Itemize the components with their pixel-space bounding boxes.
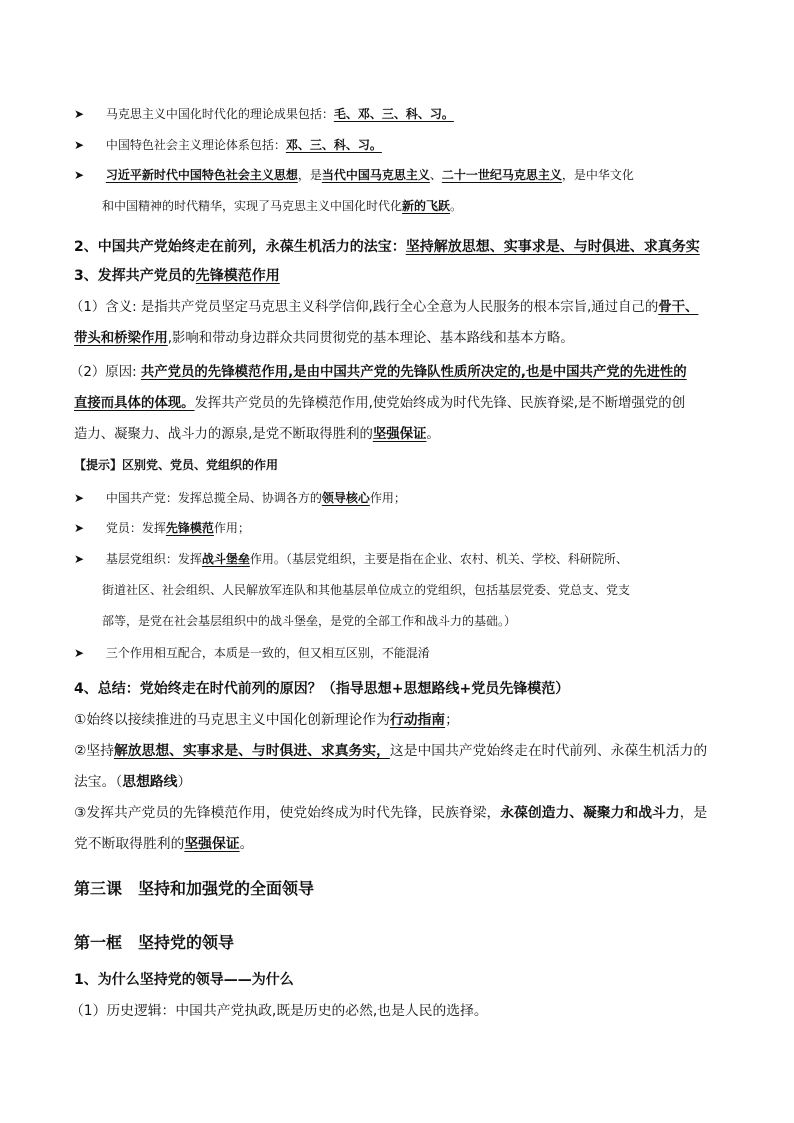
arrowhead-bullet-icon: ➤ bbox=[74, 138, 85, 152]
reason-line: 直接而具体的体现。发挥共产党员的先锋模范作用,使党始终成为时代先锋、民族脊梁,是不断增强党的创 bbox=[74, 396, 686, 411]
arrowhead-bullet-icon: ➤ bbox=[74, 521, 85, 535]
reason-line: （2）原因: 共产党员的先锋模范作用,是由中国共产党的先锋队性质所决定的,也是中国共产党的先进性的 bbox=[70, 365, 687, 380]
list-item: ➤ 基层党组织：发挥战斗堡垒作用。（基层党组织，主要是指在企业、农村、机关、学校、科研院所、 bbox=[74, 549, 628, 569]
point-3-heading: 3、发挥共产党员的先锋模范作用 bbox=[74, 268, 280, 284]
list-item: ➤ 中国共产党：发挥总揽全局、协调各方的领导核心作用； bbox=[74, 488, 406, 508]
frame-title: 第一框 坚持党的领导 bbox=[74, 933, 235, 952]
meaning-line: 带头和桥梁作用,影响和带动身边群众共同贯彻党的基本理论、基本路线和基本方略。 bbox=[74, 331, 574, 346]
summary-item-continuation: 党不断取得胜利的坚强保证。 bbox=[74, 836, 254, 852]
answer-highlight: 邓、三、科、习。 bbox=[285, 138, 382, 152]
point-2: 2、中国共产党始终走在前列，永葆生机活力的法宝：坚持解放思想、实事求是、与时俱进、求真务实 bbox=[74, 239, 700, 255]
list-item: ➤ 马克思主义中国化时代化的理论成果包括：毛、邓、三、科、习。 bbox=[74, 104, 454, 124]
arrowhead-bullet-icon: ➤ bbox=[74, 107, 85, 121]
question-item: （1）历史逻辑：中国共产党执政,既是历史的必然,也是人民的选择。 bbox=[70, 1003, 488, 1019]
meaning-line: （1）含义: 是指共产党员坚定马克思主义科学信仰,践行全心全意为人民服务的根本宗旨,通过自己的骨干、 bbox=[70, 300, 699, 315]
lesson-title: 第三课 坚持和加强党的全面领导 bbox=[74, 879, 315, 898]
list-item: ➤ 习近平新时代中国特色社会主义思想，是当代中国马克思主义、二十一世纪马克思主义，是中华文化 bbox=[74, 165, 634, 185]
list-item: ➤ 三个作用相互配合，本质是一致的，但又相互区别，不能混淆 bbox=[74, 643, 430, 663]
summary-item: ③发挥共产党员的先锋模范作用，使党始终成为时代先锋，民族脊梁，永葆创造力、凝聚力和战斗力，是 bbox=[74, 805, 708, 821]
arrowhead-bullet-icon: ➤ bbox=[74, 552, 85, 566]
reason-line: 造力、凝聚力、战斗力的源泉,是党不断取得胜利的坚强保证。 bbox=[74, 427, 440, 442]
list-item-continuation: 街道社区、社会组织、人民解放军连队和其他基层单位成立的党组织，包括基层党委、党总支、党支 bbox=[102, 583, 631, 597]
summary-item: ①始终以接续推进的马克思主义中国化创新理论作为行动指南； bbox=[74, 712, 459, 728]
question-heading: 1、为什么坚持党的领导——为什么 bbox=[74, 972, 294, 988]
arrowhead-bullet-icon: ➤ bbox=[74, 646, 85, 660]
arrowhead-bullet-icon: ➤ bbox=[74, 491, 85, 505]
summary-item: ②坚持解放思想、实事求是、与时俱进、求真务实，这是中国共产党始终走在时代前列、永葆生机活力的 bbox=[74, 743, 708, 759]
point-4-heading: 4、总结：党始终走在时代前列的原因？（指导思想+思想路线+党员先锋模范） bbox=[74, 681, 570, 697]
answer-highlight: 毛、邓、三、科、习。 bbox=[333, 107, 454, 121]
summary-item-continuation: 法宝。（思想路线） bbox=[74, 774, 192, 790]
list-item-continuation: 和中国精神的时代精华，实现了马克思主义中国化时代化新的飞跃。 bbox=[102, 199, 463, 213]
arrowhead-bullet-icon: ➤ bbox=[74, 168, 85, 182]
list-item-continuation: 部等，是党在社会基层组织中的战斗堡垒，是党的全部工作和战斗力的基础。） bbox=[102, 614, 517, 628]
list-item: ➤ 党员：发挥先锋模范作用； bbox=[74, 518, 250, 538]
tip-title: 【提示】区别党、党员、党组织的作用 bbox=[74, 458, 279, 472]
list-item: ➤ 中国特色社会主义理论体系包括：邓、三、科、习。 bbox=[74, 135, 382, 155]
